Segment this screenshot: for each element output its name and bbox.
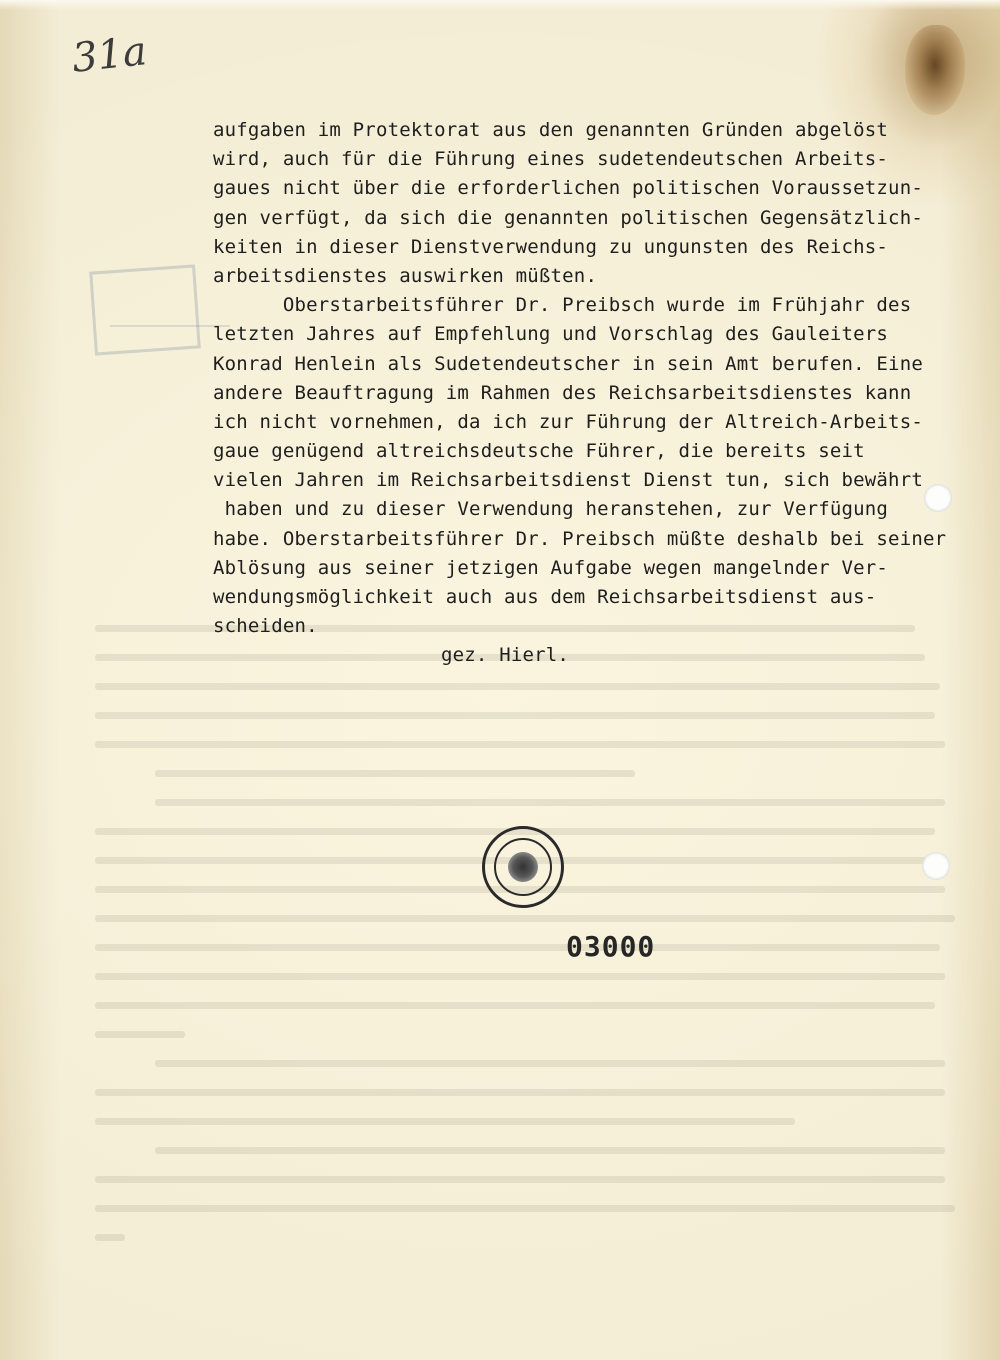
text-line: arbeitsdienstes auswirken müßten. [213,264,598,287]
faint-stamp-line [110,325,230,355]
text-line: haben und zu dieser Verwendung heranstehen, zur Verfügung [213,498,889,521]
bleed-through-area [95,614,965,1252]
text-line: habe. Oberstarbeitsführer Dr. Preibsch müßte deshalb bei seiner [213,527,947,550]
text-line: scheiden. [213,615,318,638]
punch-hole [922,852,950,880]
punch-hole [924,484,952,512]
burn-mark [905,25,965,115]
text-line: keiten in dieser Dienstverwendung zu ungunsten des Reichs- [213,235,889,258]
text-line: Ablösung aus seiner jetzigen Aufgabe wegen mangelnder Ver- [213,556,889,579]
seal-emblem-icon [508,852,538,882]
letter-body [213,116,983,671]
text-line: vielen Jahren im Reichsarbeitsdienst Dienst tun, sich bewährt [213,469,923,492]
text-line: gaues nicht über die erforderlichen politischen Voraussetzun- [213,177,923,200]
text-line: wird, auch für die Führung eines sudetendeutschen Arbeits- [213,148,889,171]
text-line: Konrad Henlein als Sudetendeutscher in sein Amt berufen. Eine [213,352,923,375]
seal-ring [494,838,552,896]
archive-number: 03000 [566,930,656,963]
text-line: andere Beauftragung im Rahmen des Reichsarbeitsdienstes kann [213,381,912,404]
text-line: letzten Jahres auf Empfehlung und Vorschlag des Gauleiters [213,323,889,346]
folio-number: 31a [69,28,149,82]
text-line: gaue genügend altreichsdeutsche Führer, die bereits seit [213,440,865,463]
archive-seal-icon [482,826,564,908]
text-line: ich nicht vornehmen, da ich zur Führung der Altreich-Arbeits- [213,410,923,433]
text-line: Oberstarbeitsführer Dr. Preibsch wurde im Frühjahr des [213,294,912,317]
text-line: wendungsmöglichkeit auch aus dem Reichsarbeitsdienst aus- [213,586,877,608]
signature: gez. Hierl. [441,644,570,667]
text-line: gen verfügt, da sich die genannten politischen Gegensätzlich- [213,206,923,229]
paper-edge [0,0,1000,10]
text-line: aufgaben im Protektorat aus den genannten Gründen abgelöst [213,119,889,141]
